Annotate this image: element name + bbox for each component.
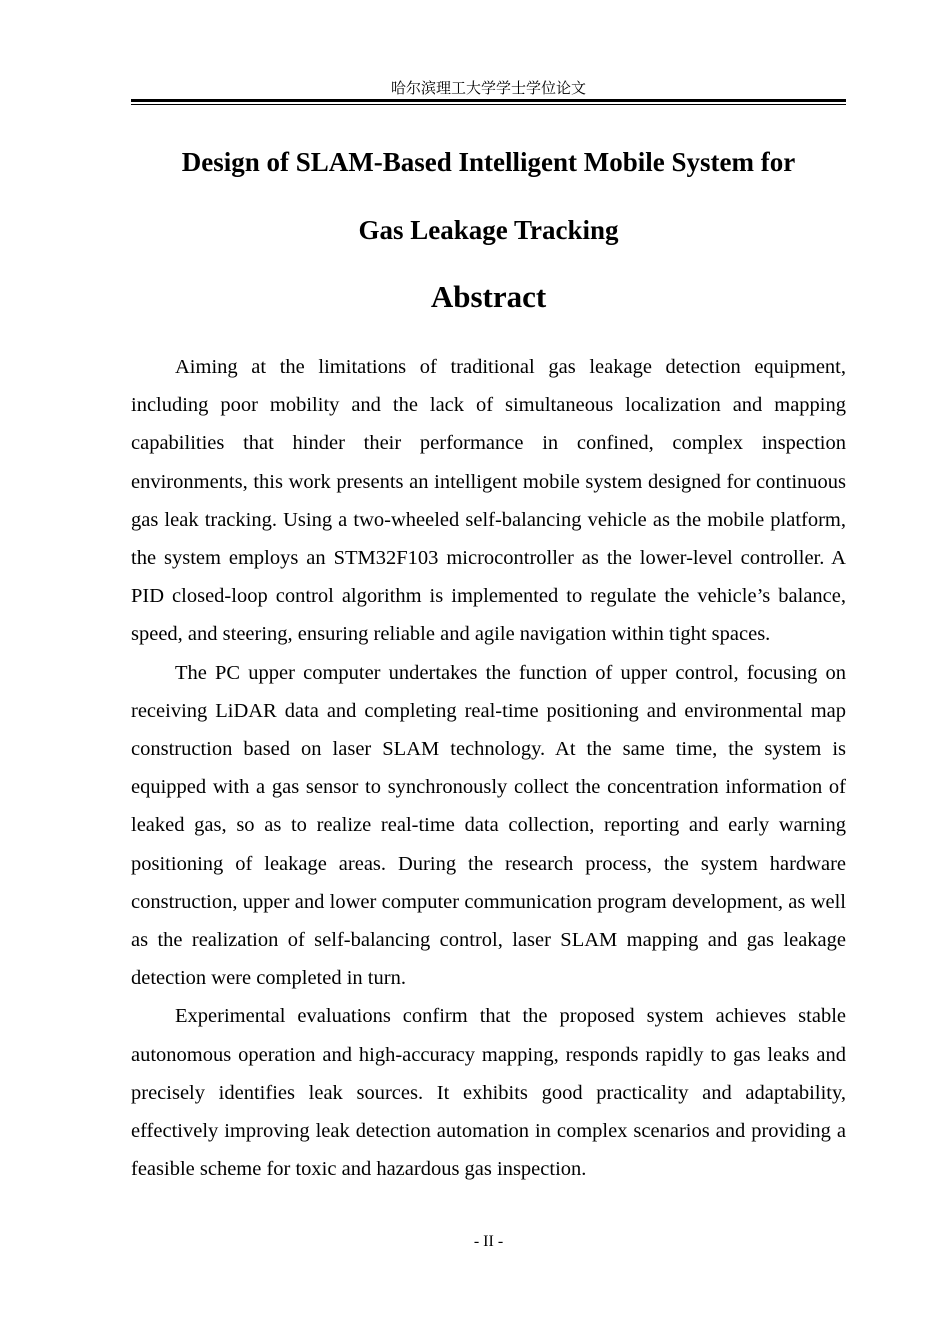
thesis-title-line-1: Design of SLAM-Based Intelligent Mobile System for	[181, 147, 796, 177]
thesis-title-line-2: Gas Leakage Tracking	[358, 215, 619, 245]
thesis-page	[131, 0, 846, 1342]
page-number: - II -	[473, 1233, 504, 1250]
abstract-body	[131, 348, 846, 1188]
abstract-heading: Abstract	[430, 279, 547, 314]
abstract-paragraph-3: Experimental evaluations confirm that the proposed system achieves stable autonomous operation and high-accuracy mapping, responds rapidly to gas leaks and precisely identifies leak sources. It exhibits good practicality and adaptability, effectively improving leak detection automation in complex scenarios and providing a feasible scheme for toxic and hazardous gas inspection.	[131, 1005, 846, 1181]
header-rule-thin	[131, 104, 846, 105]
thesis-title	[131, 128, 846, 264]
abstract-paragraph-2: The PC upper computer undertakes the function of upper control, focusing on receiving LiDAR data and completing real-time positioning and environmental map construction based on laser SLAM technology. At the same time, the system is equipped with a gas sensor to synchronously collect the concentration information of leaked gas, so as to realize real-time data collection, reporting and early warning positioning of leakage areas. During the research process, the system hardware construction, upper and lower computer communication program development, as well as the realization of self-balancing control, laser SLAM mapping and gas leakage detection were completed in turn.	[131, 661, 846, 990]
header-rule-thick	[131, 99, 846, 102]
abstract-paragraph-1: Aiming at the limitations of traditional gas leakage detection equipment, including poor mobility and the lack of simultaneous localization and mapping capabilities that hinder their performance in confined, complex inspection environments, this work presents an intelligent mobile system designed for continuous gas leak tracking. Using a two-wheeled self-balancing vehicle as the mobile platform, the system employs an STM32F103 microcontroller as the lower-level controller. A PID closed-loop control algorithm is implemented to regulate the vehicle’s balance, speed, and steering, ensuring reliable and agile navigation within tight spaces.	[131, 356, 846, 646]
running-header: 哈尔滨理工大学学士学位论文	[390, 79, 586, 97]
